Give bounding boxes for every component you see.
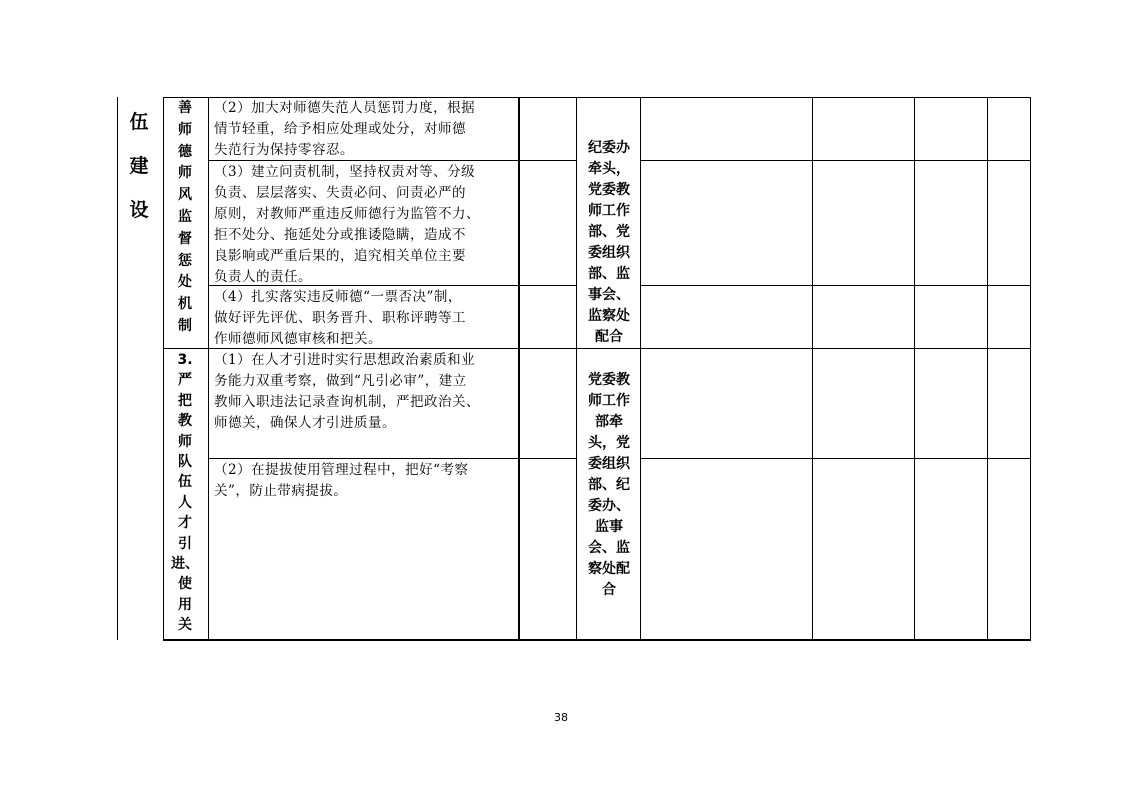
row-line: [640, 160, 1031, 161]
row-line: [640, 285, 1031, 286]
group2-label: 3. 严 把 教 师 队 伍 人 才 引 进、 使 用 关: [171, 352, 199, 634]
row-line: [208, 458, 576, 459]
column-line: [914, 97, 915, 641]
group1-label: 善 师 德 师 风 监 督 惩 处 机 制: [178, 100, 192, 334]
section-title-char: 设: [129, 199, 149, 221]
responsible-departments: 纪委办 牵头， 党委教 师工作 部、党 委组织 部、监 事会、 监察处 配合: [588, 140, 630, 345]
responsible-departments: 党委教 师工作 部牵 头，党 委组织 部、纪 委办、 监事 会、监 察处配 合: [588, 372, 630, 598]
measure-text: （1）在人才引进时实行思想政治素质和业 务能力双重考察，做到“凡引必审”，建立 教师入职违法记录查询机制，严把政治关、 师德关，确保人才引进质量。: [214, 352, 480, 431]
measure-text: （3）建立问责机制，坚持权责对等、分级 负责、层层落实、失责必问、问责必严的 原则，对教师严重违反师德行为监管不力、 拒不处分、拖延处分或推诿隐瞒，造成不 良影响或严重后果的，追究相关单位主要 负责人的责任。: [214, 164, 480, 285]
column-line: [640, 97, 641, 641]
measure-text: （2）在提拔使用管理过程中，把好“考察 关”，防止带病提拔。: [214, 462, 469, 499]
section-title-char: 伍: [129, 111, 149, 133]
column-line: [1030, 97, 1031, 641]
column-line: [518, 97, 520, 641]
section-title: [120, 100, 158, 232]
measure-text: （4）扎实落实违反师德“一票否决”制， 做好评先评优、职务晋升、职称评聘等工 作师德师风德审核和把关。: [214, 289, 466, 347]
column-line: [987, 97, 988, 641]
column-line: [812, 97, 813, 641]
section-divider-line: [117, 97, 118, 640]
page-number: 38: [554, 711, 568, 724]
row-line: [640, 458, 1031, 459]
measure-text: （2）加大对师德失范人员惩罚力度，根据 情节轻重，给予相应处理或处分，对师德 失范行为保持零容忍。: [214, 100, 476, 158]
column-line: [208, 97, 209, 641]
column-line: [576, 97, 577, 641]
section-title-char: 建: [129, 155, 149, 177]
row-line: [163, 639, 1031, 641]
